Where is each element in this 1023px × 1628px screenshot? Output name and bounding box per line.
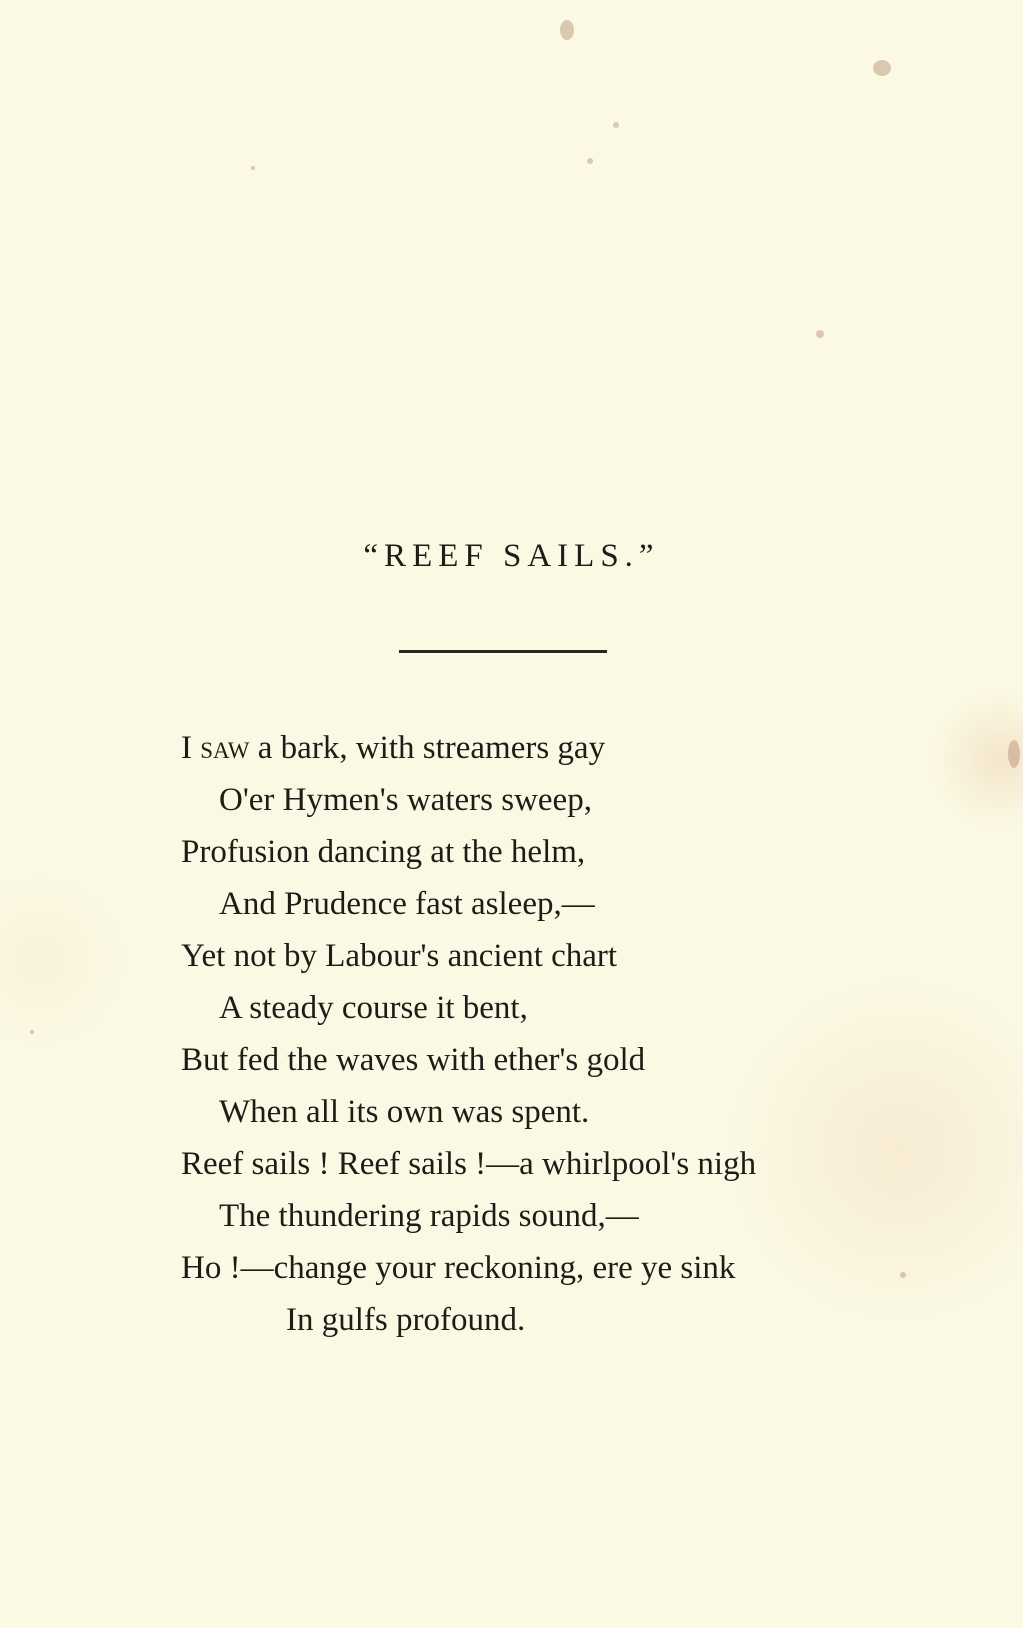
first-word-initial: I xyxy=(181,730,201,766)
foxing-spot xyxy=(816,330,824,338)
foxing-spot xyxy=(560,20,574,40)
foxing-spot xyxy=(900,1272,906,1278)
poem-line: In gulfs profound. xyxy=(286,1302,526,1338)
poem-line: And Prudence fast asleep,— xyxy=(219,886,595,922)
poem-line: When all its own was spent. xyxy=(219,1094,590,1130)
foxing-spot xyxy=(30,1030,34,1034)
poem-line: A steady course it bent, xyxy=(219,990,528,1026)
poem-line: Ho !—change your reckoning, ere ye sink xyxy=(181,1250,736,1286)
poem-line: The thundering rapids sound,— xyxy=(219,1198,639,1234)
poem-line xyxy=(181,722,605,774)
poem-title: “REEF SAILS.” xyxy=(363,538,660,574)
line-text: a bark, with streamers gay xyxy=(249,730,606,766)
foxing-spot xyxy=(1008,740,1020,768)
poem-line: Reef sails ! Reef sails !—a whirlpool's nigh xyxy=(181,1146,757,1182)
first-word-smallcaps: saw xyxy=(200,730,250,766)
poem-line: But fed the waves with ether's gold xyxy=(181,1042,646,1078)
foxing-spot xyxy=(873,60,891,76)
foxing-spot xyxy=(251,166,255,170)
foxing-spot xyxy=(613,122,619,128)
title-divider xyxy=(399,650,607,653)
poem-line: Profusion dancing at the helm, xyxy=(181,834,586,870)
foxing-spot xyxy=(587,158,593,164)
poem-line: Yet not by Labour's ancient chart xyxy=(181,938,618,974)
poem-line: O'er Hymen's waters sweep, xyxy=(219,782,592,818)
